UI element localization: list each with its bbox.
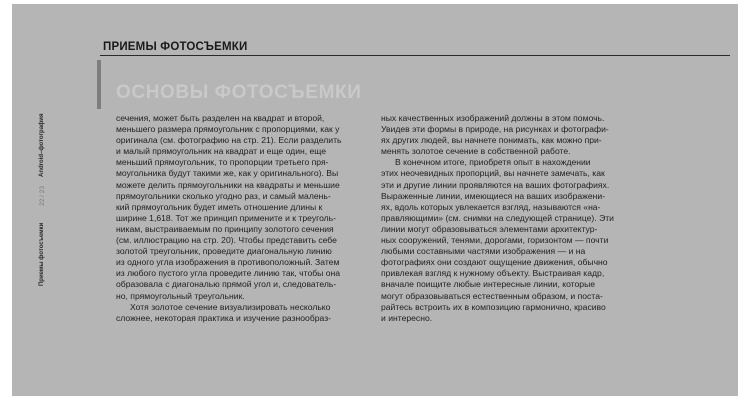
text-line: никам, выстраиваемым по принципу золотого сечения (116, 223, 334, 234)
text-line: сечения, может быть разделен на квадрат и второй, (116, 113, 325, 123)
text-line: меньший прямоугольник, то пропорции третьего пря- (116, 157, 329, 168)
text-line: и интересно. (381, 312, 433, 323)
text-line: из любого пустого угла проведите линию так, чтобы она (116, 268, 341, 279)
running-header: ПРИЕМЫ ФОТОСЪЕМКИ (103, 41, 248, 53)
text-line: В конечном итоге, приобретя опыт в нахождении (395, 157, 591, 168)
text-line: Хотя золотое сечение визуализировать несколько (130, 301, 331, 312)
text-column-right (381, 113, 664, 324)
text-line: прямоугольники сколько угодно раз, и самый малень- (116, 190, 331, 201)
text-line: вначале поищите любые интересные линии, которые (381, 279, 596, 290)
text-line: кий прямоугольник будет иметь отношение длины к (116, 201, 323, 212)
text-line: линии могут образовываться элементами архитектур- (381, 223, 598, 234)
text-line: (см. иллюстрацию на стр. 20). Чтобы представить себе (116, 235, 337, 246)
text-line: ширине 1,618. Тот же принцип примените и к треуголь- (116, 212, 337, 223)
text-line: и малый прямоугольник на квадрат и еще один, еще (116, 146, 327, 157)
text-line: фотографиях они создают ощущение движения, обычно (381, 257, 608, 268)
text-line: моугольника будут такими же, как у оригинального). Вы (116, 168, 339, 179)
header-divider (100, 55, 730, 56)
text-column-left (116, 113, 399, 324)
sidebar-chapter-title: Приемы фотосъемки (39, 222, 45, 286)
text-line: правляющими» (см. снимки на следующей странице). Эти (381, 212, 614, 223)
text-line: менять золотое сечение в собственной работе. (381, 146, 571, 157)
text-line: ях других людей, вы начнете понимать, как можно при- (381, 135, 602, 146)
text-line: любыми составными частями изображения — и на (381, 246, 586, 257)
text-line: ных сооружений, тенями, дорогами, горизонтом — почти (381, 235, 609, 246)
text-line: Выраженные линии, имеющиеся на ваших изображени- (381, 190, 606, 201)
text-line: могут образовываться естественным образом, и постa- (381, 290, 603, 301)
text-line: райтесь встроить их в композицию гармонично, красиво (381, 301, 606, 312)
text-line: сложнее, некоторая практика и изучение разнообраз- (116, 312, 332, 323)
text-line: эти и другие линии проявляются на ваших фотографиях. (381, 179, 610, 190)
text-line: золотой треугольник, проведите диагональную линию (116, 246, 332, 257)
text-line: ных качественных изображений должны в этом помочь. (381, 113, 605, 123)
text-line: меньшего размера прямоугольник с пропорциями, как у (116, 124, 340, 135)
text-line: можете делить прямоугольники на квадраты и меньшие (116, 179, 340, 190)
text-line: оригинала (см. фотографию на стр. 21). Если разделить (116, 135, 342, 146)
text-line: но, прямоугольный треугольник. (116, 290, 245, 301)
sidebar-book-title: Android–фотография (39, 113, 45, 177)
text-line: ях, вдоль которых увлекается взгляд, называются «на- (381, 201, 601, 212)
text-line: образовала с диагональю прямой угол и, следователь- (116, 279, 337, 290)
section-accent-bar (97, 60, 101, 109)
section-title: ОСНОВЫ ФОТОСЪЕМКИ (116, 82, 362, 103)
text-line: из одного угла изображения в противоположный. Затем (116, 257, 340, 268)
page-numbers: 22 / 23 (39, 186, 46, 206)
text-line: привлекая взгляд к нужному объекту. Выстраивая кадр, (381, 268, 605, 279)
text-line: Увидев эти формы в природе, на рисунках и фотографи- (381, 124, 609, 135)
text-line: этих неочевидных пропорций, вы начнете замечать, как (381, 168, 605, 179)
